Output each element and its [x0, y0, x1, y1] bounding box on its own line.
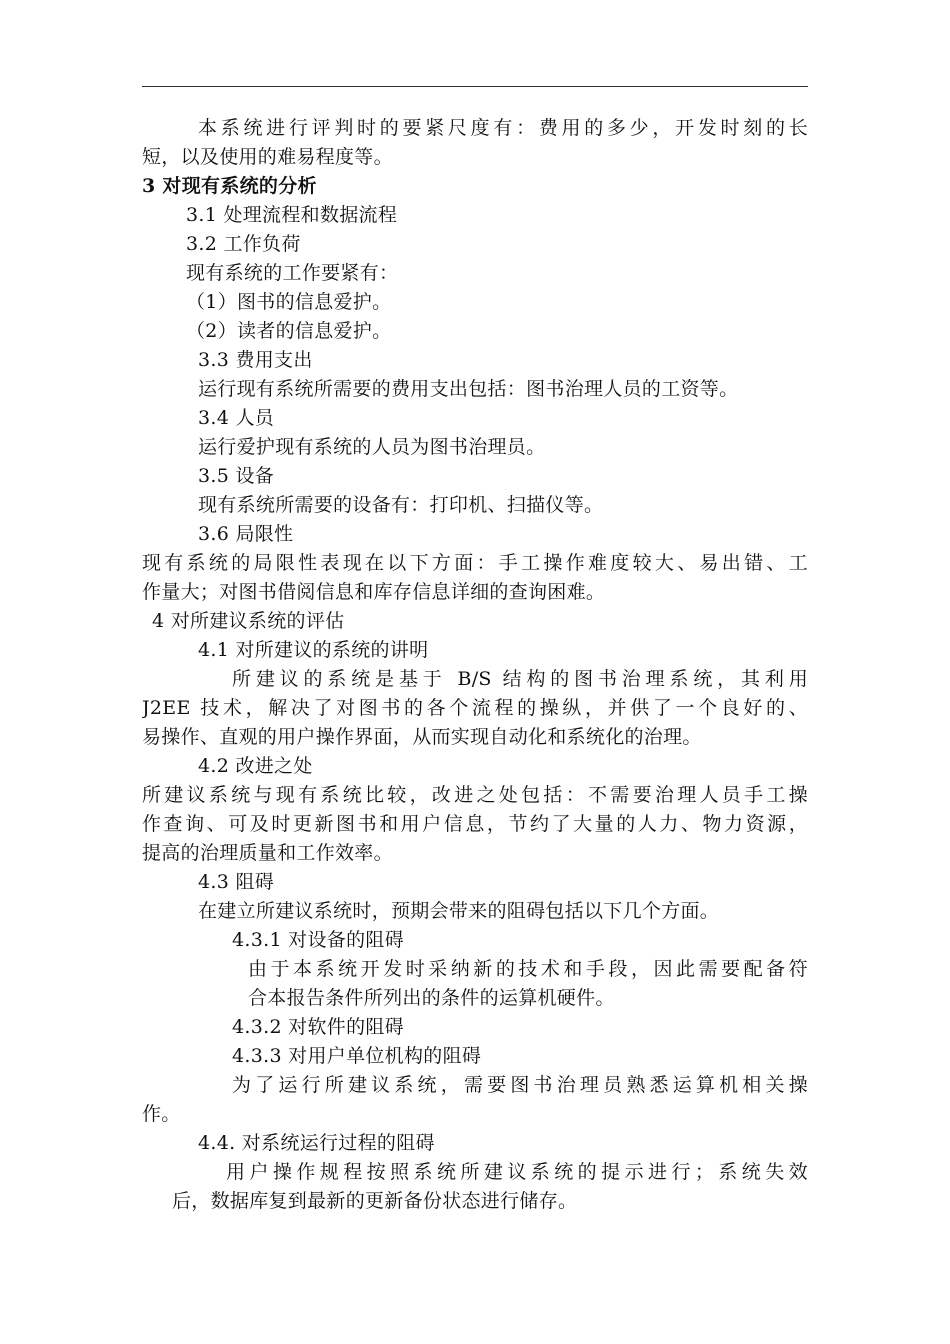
subsubsection-heading: 4.3.3 对用户单位机构的阻碍 — [232, 1045, 482, 1067]
subsection-heading: 3.5 设备 — [198, 465, 275, 487]
text-line: 用户操作规程按照系统所建议系统的提示进行；系统失效 — [226, 1161, 808, 1183]
text-line: 运行现有系统所需要的费用支出包括：图书治理人员的工资等。 — [198, 378, 739, 400]
text-line: 现有系统的局限性表现在以下方面：手工操作难度较大、易出错、工 — [142, 552, 808, 574]
text-line: 本系统进行评判时的要紧尺度有：费用的多少，开发时刻的长 — [198, 117, 808, 139]
list-item: （2）读者的信息爱护。 — [186, 320, 392, 342]
text-line: 短，以及使用的难易程度等。 — [142, 146, 393, 168]
text-line: 为了运行所建议系统，需要图书治理员熟悉运算机相关操 — [232, 1074, 808, 1096]
subsection-heading: 4.4. 对系统运行过程的阻碍 — [198, 1132, 435, 1154]
section-heading: 3 对现有系统的分析 — [142, 175, 317, 197]
text-line: 易操作、直观的用户操作界面，从而实现自动化和系统化的治理。 — [142, 726, 702, 748]
text-line: 提高的治理质量和工作效率。 — [142, 842, 393, 864]
text-line: 运行爱护现有系统的人员为图书治理员。 — [198, 436, 546, 458]
subsection-heading: 4.3 阻碍 — [198, 871, 275, 893]
text-line: 后，数据库复到最新的更新备份状态进行储存。 — [172, 1190, 578, 1212]
header-rule — [142, 86, 808, 87]
text-line: 由于本系统开发时采纳新的技术和手段，因此需要配备符 — [248, 958, 808, 980]
subsubsection-heading: 4.3.2 对软件的阻碍 — [232, 1016, 404, 1038]
text-line: 所建议的系统是基于 B/S 结构的图书治理系统，其利用 — [232, 668, 808, 690]
text-line: 作。 — [142, 1103, 181, 1125]
subsection-heading: 3.6 局限性 — [198, 523, 294, 545]
text-line: 现有系统所需要的设备有：打印机、扫描仪等。 — [198, 494, 604, 516]
subsection-heading: 3.1 处理流程和数据流程 — [186, 204, 398, 226]
list-item: （1）图书的信息爱护。 — [186, 291, 392, 313]
text-line: 现有系统的工作要紧有： — [186, 262, 399, 284]
subsection-heading: 4.1 对所建议的系统的讲明 — [198, 639, 429, 661]
text-line: J2EE 技术，解决了对图书的各个流程的操纵，并供了一个良好的、 — [142, 697, 808, 719]
subsection-heading: 3.3 费用支出 — [198, 349, 313, 371]
section-heading: 4 对所建议系统的评估 — [152, 610, 345, 632]
subsection-heading: 3.4 人员 — [198, 407, 275, 429]
text-line: 合本报告条件所列出的条件的运算机硬件。 — [248, 987, 615, 1009]
subsection-heading: 3.2 工作负荷 — [186, 233, 301, 255]
text-line: 作量大；对图书借阅信息和库存信息详细的查询困难。 — [142, 581, 606, 603]
subsubsection-heading: 4.3.1 对设备的阻碍 — [232, 929, 404, 951]
text-line: 作查询、可及时更新图书和用户信息，节约了大量的人力、物力资源， — [142, 813, 808, 835]
subsection-heading: 4.2 改进之处 — [198, 755, 313, 777]
text-line: 在建立所建议系统时，预期会带来的阻碍包括以下几个方面。 — [198, 900, 720, 922]
text-line: 所建议系统与现有系统比较，改进之处包括：不需要治理人员手工操 — [142, 784, 808, 806]
